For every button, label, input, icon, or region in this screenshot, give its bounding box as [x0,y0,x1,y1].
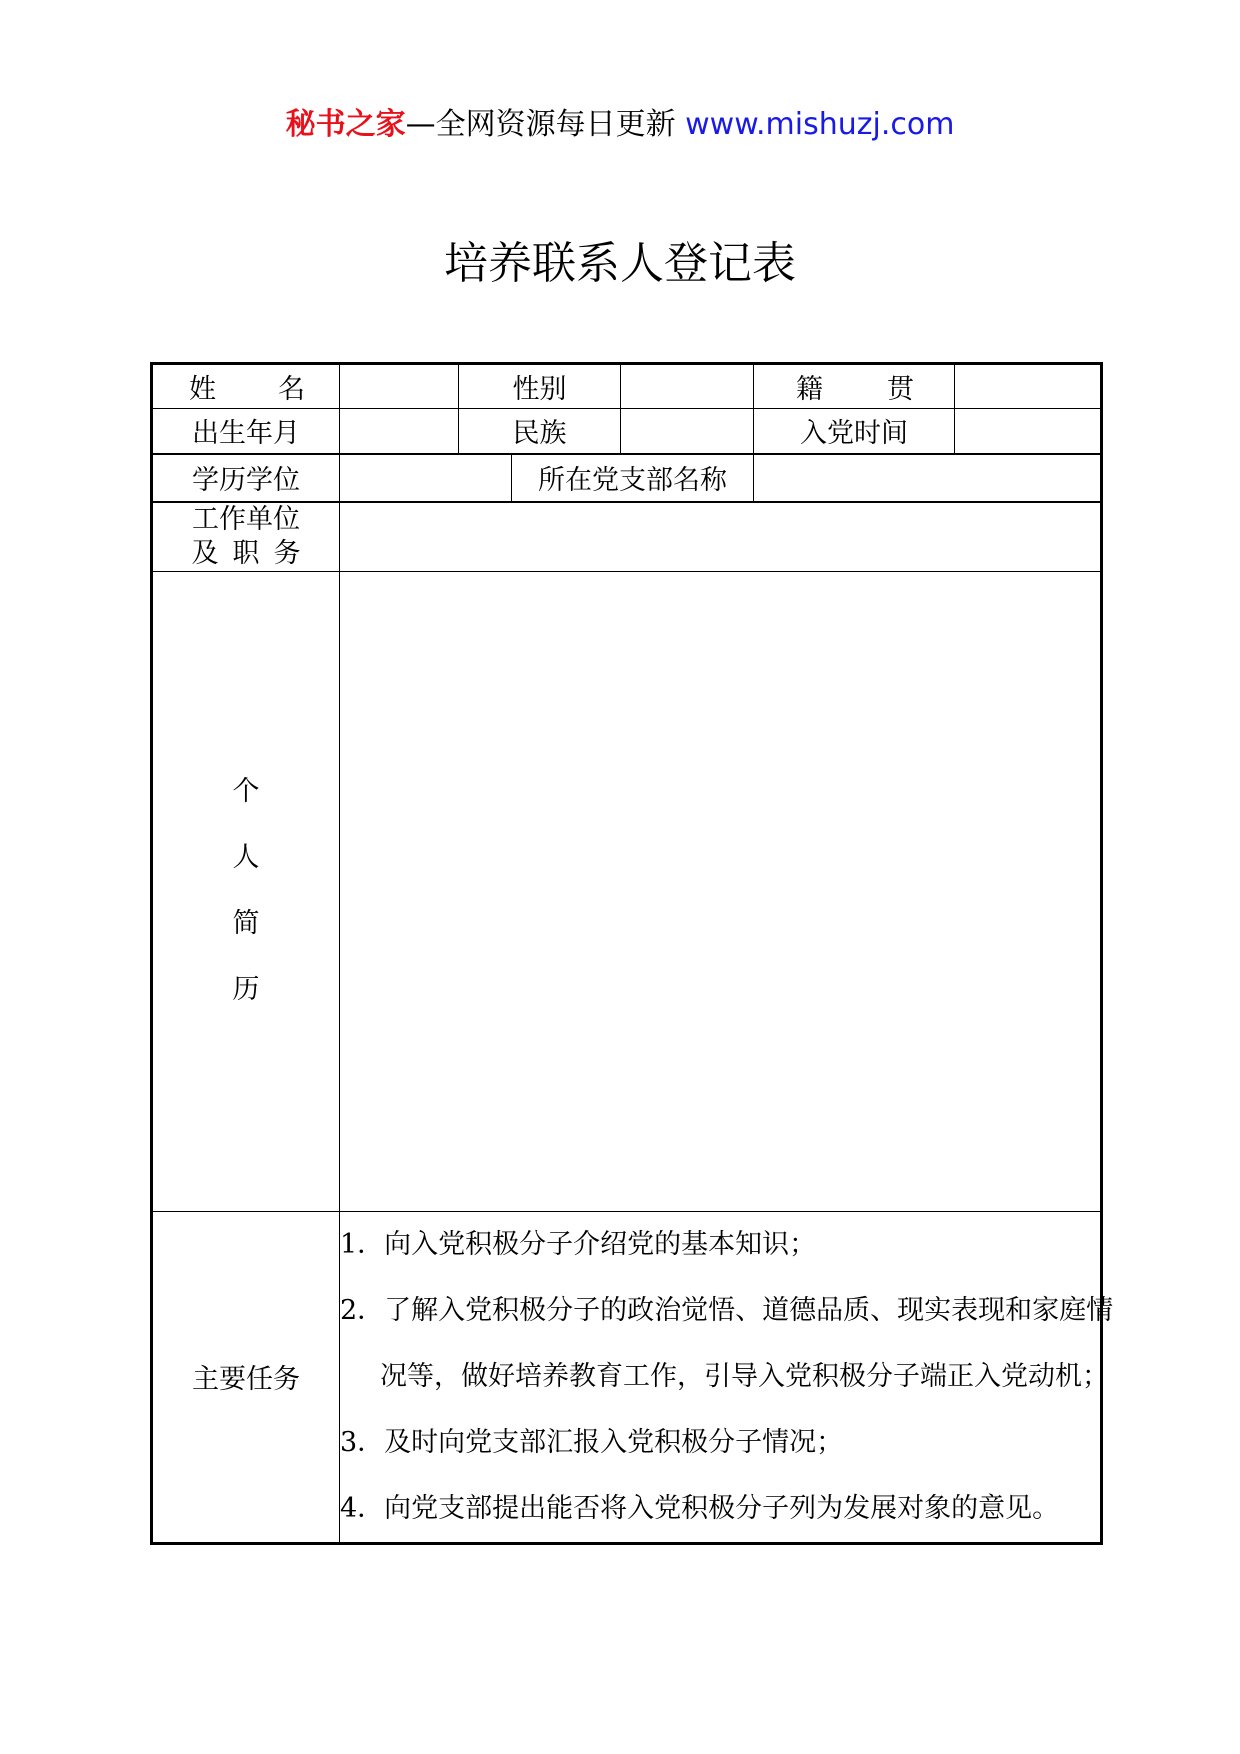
form-row-resume [152,571,1102,1211]
birth-label: 出生年月 [152,409,340,454]
birth-field[interactable] [340,409,459,454]
form-row-name [152,364,1102,409]
party-join-date-field[interactable] [955,409,1102,454]
native-place-label: 籍 贯 [754,364,955,409]
task-item: 2．了解入党积极分子的政治觉悟、道德品质、现实表现和家庭情 [340,1294,1114,1326]
task-item: 3．及时向党支部汇报入党积极分子情况； [340,1426,844,1458]
form-row-birth [152,409,1102,454]
party-join-date-label: 入党时间 [754,409,955,454]
gender-field[interactable] [621,364,754,409]
form-row-tasks [152,1211,1102,1543]
form-title: 培养联系人登记表 [444,238,796,289]
brand-name: 秘书之家 [285,107,406,142]
resume-label: 个 人 简 历 [152,571,340,1211]
party-branch-field[interactable] [754,454,1102,502]
tasks-label: 主要任务 [152,1211,340,1543]
task-item: 4．向党支部提出能否将入党积极分子列为发展对象的意见。 [340,1492,1060,1524]
tasks-content [340,1211,1114,1543]
name-field[interactable] [340,364,459,409]
work-unit-field[interactable] [340,502,1102,572]
site-header [0,103,1240,147]
education-label: 学历学位 [152,454,340,502]
website-link[interactable]: www.mishuzj.com [685,107,955,142]
gender-label: 性别 [459,364,621,409]
header-slogan: —全网资源每日更新 [405,107,686,142]
form-row-work-unit [152,502,1102,572]
native-place-field[interactable] [955,364,1102,409]
education-field[interactable] [340,454,512,502]
task-item-continued: 况等，做好培养教育工作，引导入党积极分子端正入党动机； [380,1360,1109,1392]
registration-form-table [150,362,1114,1545]
ethnicity-label: 民族 [459,409,621,454]
party-branch-label: 所在党支部名称 [512,454,754,502]
ethnicity-field[interactable] [621,409,754,454]
work-unit-label: 工作单位 及职务 [152,502,340,572]
task-item: 1．向入党积极分子介绍党的基本知识； [340,1228,817,1260]
form-row-education [152,454,1102,502]
name-label: 姓 名 [152,364,340,409]
resume-field[interactable] [340,571,1102,1211]
